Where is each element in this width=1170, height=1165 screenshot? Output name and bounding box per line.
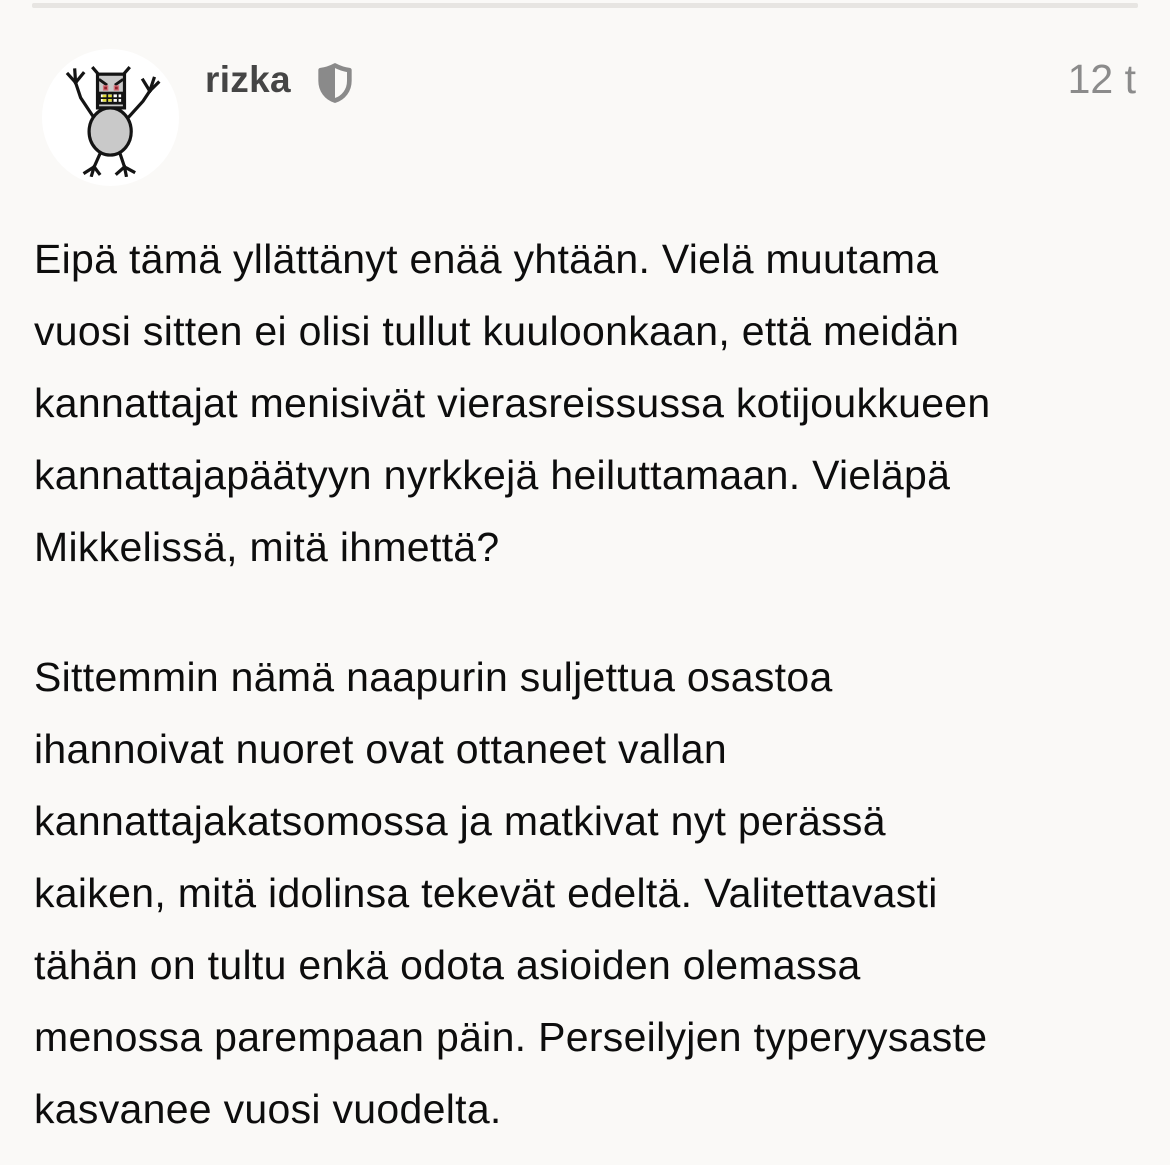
- text-line: kannattajat menisivät vierasreissussa kotijoukkueen: [34, 380, 991, 426]
- top-divider: [32, 3, 1138, 8]
- shield-half-icon: [315, 62, 355, 104]
- paragraph: [34, 223, 1136, 583]
- comment-header: [0, 49, 1170, 186]
- pixel-creature-icon: [55, 59, 167, 177]
- text-line: Sittemmin nämä naapurin suljettua osastoa: [34, 654, 833, 700]
- text-line: Eipä tämä yllättänyt enää yhtään. Vielä muutama: [34, 236, 939, 282]
- text-line: vuosi sitten ei olisi tullut kuuloonkaan, että meidän: [34, 308, 960, 354]
- timestamp: 12 t: [1067, 56, 1136, 102]
- comment-body: [0, 223, 1170, 1145]
- text-line: kaiken, mitä idolinsa tekevät edeltä. Valitettavasti: [34, 870, 938, 916]
- text-line: kannattajakatsomossa ja matkivat nyt perässä: [34, 798, 886, 844]
- author-name[interactable]: rizka: [205, 59, 291, 100]
- text-line: Mikkelissä, mitä ihmettä?: [34, 524, 500, 570]
- text-line: tähän on tultu enkä odota asioiden olemassa: [34, 942, 861, 988]
- text-line: kannattajapäätyyn nyrkkejä heiluttamaan. Vieläpä: [34, 452, 951, 498]
- avatar[interactable]: [42, 49, 179, 186]
- text-line: ihannoivat nuoret ovat ottaneet vallan: [34, 726, 727, 772]
- text-line: kasvanee vuosi vuodelta.: [34, 1086, 502, 1132]
- text-line: menossa parempaan päin. Perseilyjen typeryysaste: [34, 1014, 988, 1060]
- paragraph: [34, 641, 1136, 1145]
